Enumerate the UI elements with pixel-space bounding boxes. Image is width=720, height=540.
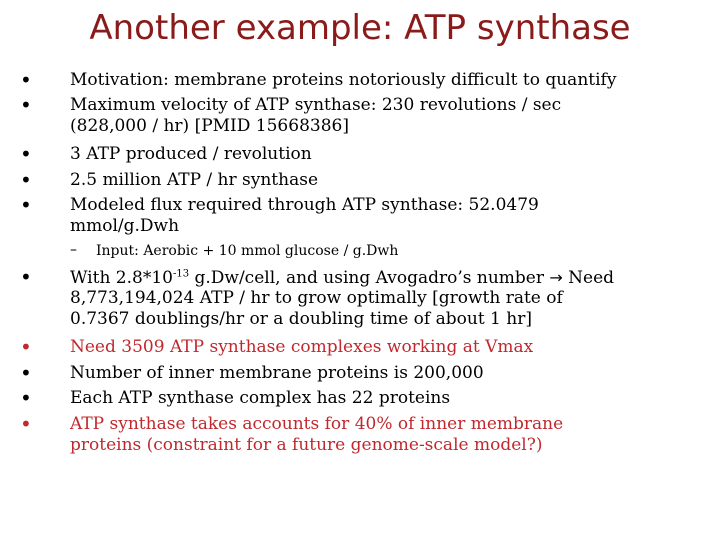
bullet-text-line3: 0.7367 doublings/hr or a doubling time of about 1 hr] bbox=[70, 309, 532, 329]
avogadro-post: g.Dw/cell, and using Avogadro’s number bbox=[189, 268, 550, 288]
bullet-dot: • bbox=[20, 386, 32, 410]
bullet-text-line2: mmol/g.Dwh bbox=[70, 216, 180, 236]
avogadro-post2: Need bbox=[562, 268, 615, 288]
bullet-text-line1: ATP synthase takes accounts for 40% of inner membrane bbox=[70, 414, 564, 434]
bullet-dot: • bbox=[20, 361, 32, 385]
bullet-dot: • bbox=[20, 93, 32, 117]
bullet-text: 2.5 million ATP / hr synthase bbox=[70, 170, 319, 190]
bullet-dot: • bbox=[20, 142, 32, 166]
bullet-text-line1: Maximum velocity of ATP synthase: 230 revolutions / sec bbox=[70, 95, 562, 115]
bullet-text: Number of inner membrane proteins is 200,000 bbox=[70, 363, 484, 383]
bullet-dot: • bbox=[20, 168, 32, 192]
bullet-dot: • bbox=[20, 412, 32, 436]
bullet-text-line2: 8,773,194,024 ATP / hr to grow optimally [growth rate of bbox=[70, 288, 563, 308]
sub-bullet-text: Input: Aerobic + 10 mmol glucose / g.Dwh bbox=[96, 243, 399, 259]
right-arrow-icon: → bbox=[549, 268, 563, 287]
avogadro-exponent: -13 bbox=[172, 268, 190, 280]
bullet-dot: • bbox=[20, 193, 32, 217]
bullet-text: Need 3509 ATP synthase complexes working at Vmax bbox=[70, 337, 534, 357]
sub-bullet-dash: – bbox=[70, 242, 77, 258]
bullet-text-line1 bbox=[70, 267, 700, 289]
bullet-text: Motivation: membrane proteins notoriously difficult to quantify bbox=[70, 70, 617, 90]
bullet-dot: • bbox=[20, 335, 32, 359]
slide-title: Another example: ATP synthase bbox=[89, 8, 631, 48]
bullet-text-line2: (828,000 / hr) [PMID 15668386] bbox=[70, 116, 349, 136]
bullet-dot: • bbox=[20, 68, 32, 92]
bullet-text: 3 ATP produced / revolution bbox=[70, 144, 312, 164]
sub-bullet-input bbox=[0, 242, 720, 262]
bullet-text-line1: Modeled flux required through ATP synthase: 52.0479 bbox=[70, 195, 539, 215]
bullet-text: Each ATP synthase complex has 22 proteins bbox=[70, 388, 451, 408]
bullet-dot: • bbox=[20, 265, 32, 289]
bullet-text-line2: proteins (constraint for a future genome-scale model?) bbox=[70, 435, 543, 455]
avogadro-pre: With 2.8*10 bbox=[70, 268, 173, 288]
